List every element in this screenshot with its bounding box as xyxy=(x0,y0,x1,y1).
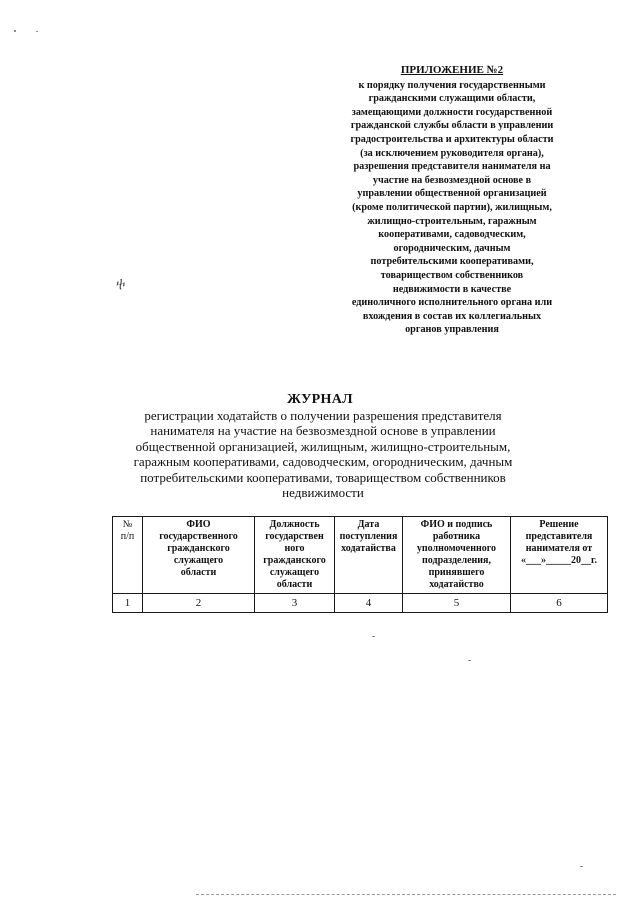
registration-table xyxy=(112,516,608,613)
table-header-row xyxy=(113,517,608,594)
header-line: ходатайство xyxy=(429,579,484,590)
appendix-line: товариществом собственников xyxy=(380,269,524,281)
appendix-line: градостроительства и архитектуры области xyxy=(350,133,554,145)
journal-subtitle-line: потребительскими кооперативами, товариществом собственников xyxy=(140,469,506,485)
column-number-row xyxy=(113,594,608,613)
margin-scan-mark: ⴕ xyxy=(116,278,126,290)
header-line: государственного xyxy=(159,531,238,542)
appendix-line: жилищно-строительным, гаражным xyxy=(367,215,537,227)
appendix-line: недвижимости в качестве xyxy=(392,283,512,295)
appendix-line: (кроме политической партии), жилищным, xyxy=(352,201,552,213)
header-line: представителя xyxy=(525,531,593,542)
header-line: области xyxy=(276,579,313,590)
header-line: «___»_____20__г. xyxy=(521,555,597,566)
journal-subtitle-line: общественной организацией, жилищным, жилищно-строительным, xyxy=(135,438,511,454)
header-decision xyxy=(511,517,608,594)
appendix-line: кооперативами, садоводческим, xyxy=(378,229,526,241)
journal-subtitle xyxy=(128,408,518,500)
journal-subtitle-line: регистрации ходатайств о получении разрешения представителя xyxy=(144,408,502,423)
header-line: нанимателя от xyxy=(525,543,593,554)
header-line: области xyxy=(180,567,217,578)
appendix-line: к порядку получения государственными xyxy=(358,79,546,91)
header-line: подразделения, xyxy=(422,555,491,566)
column-number: 2 xyxy=(143,594,255,613)
column-number: 1 xyxy=(113,594,143,613)
journal-subtitle-line: нанимателя на участие на безвозмездной основе в управлении xyxy=(150,423,496,439)
header-line: № xyxy=(122,519,133,530)
header-line: гражданского xyxy=(167,543,230,554)
column-number: 4 xyxy=(335,594,403,613)
header-line: Решение xyxy=(539,519,579,530)
appendix-line: огородническим, дачным xyxy=(393,242,511,254)
header-row-number xyxy=(113,517,143,594)
appendix-line: замещающими должности государственной xyxy=(351,106,553,118)
appendix-line: управлении общественной организацией xyxy=(357,188,547,200)
scan-speck xyxy=(14,30,16,32)
appendix-line: вхождения в состав их коллегиальных xyxy=(362,310,542,322)
header-employee-name xyxy=(143,517,255,594)
journal-subtitle-line: недвижимости xyxy=(282,485,364,501)
scan-speck xyxy=(36,31,38,32)
journal-subtitle-line: гаражным кооперативами, садоводческим, огородническим, дачным xyxy=(133,454,513,470)
header-line: работника xyxy=(432,531,481,542)
appendix-line: участие на безвозмездной основе в xyxy=(372,174,532,186)
appendix-line: (за исключением руководителя органа), xyxy=(360,147,544,159)
header-line: уполномоченного xyxy=(416,543,497,554)
appendix-line: потребительскими кооперативами, xyxy=(370,256,534,268)
scan-speck xyxy=(468,660,471,661)
appendix-block xyxy=(328,64,576,337)
scan-edge-dashes xyxy=(196,894,616,896)
column-number: 5 xyxy=(403,594,511,613)
header-line: п/п xyxy=(120,531,135,542)
header-line: Дата xyxy=(357,519,380,530)
appendix-line: органов управления xyxy=(405,324,499,336)
header-line: ходатайства xyxy=(341,543,396,554)
header-receiver xyxy=(403,517,511,594)
header-line: государствен xyxy=(265,531,324,542)
appendix-line: единоличного исполнительного органа или xyxy=(351,297,553,309)
appendix-line: гражданской службы области в управлении xyxy=(350,120,554,132)
appendix-line: разрешения представителя нанимателя на xyxy=(353,161,551,173)
header-line: ного xyxy=(284,543,305,554)
header-position xyxy=(255,517,335,594)
header-line: гражданского xyxy=(263,555,326,566)
header-line: ФИО и подпись xyxy=(420,519,493,530)
header-line: Должность xyxy=(269,519,320,530)
appendix-heading: ПРИЛОЖЕНИЕ №2 xyxy=(400,64,504,76)
appendix-line: гражданскими служащими области, xyxy=(368,93,536,105)
header-line: ФИО xyxy=(186,519,211,530)
column-number: 6 xyxy=(511,594,608,613)
header-line: служащего xyxy=(173,555,224,566)
scan-speck xyxy=(580,866,583,867)
scan-speck xyxy=(372,636,375,637)
header-line: принявшего xyxy=(428,567,485,578)
journal-title: ЖУРНАЛ xyxy=(287,392,353,407)
header-receipt-date xyxy=(335,517,403,594)
column-number: 3 xyxy=(255,594,335,613)
header-line: служащего xyxy=(269,567,320,578)
header-line: поступления xyxy=(339,531,398,542)
